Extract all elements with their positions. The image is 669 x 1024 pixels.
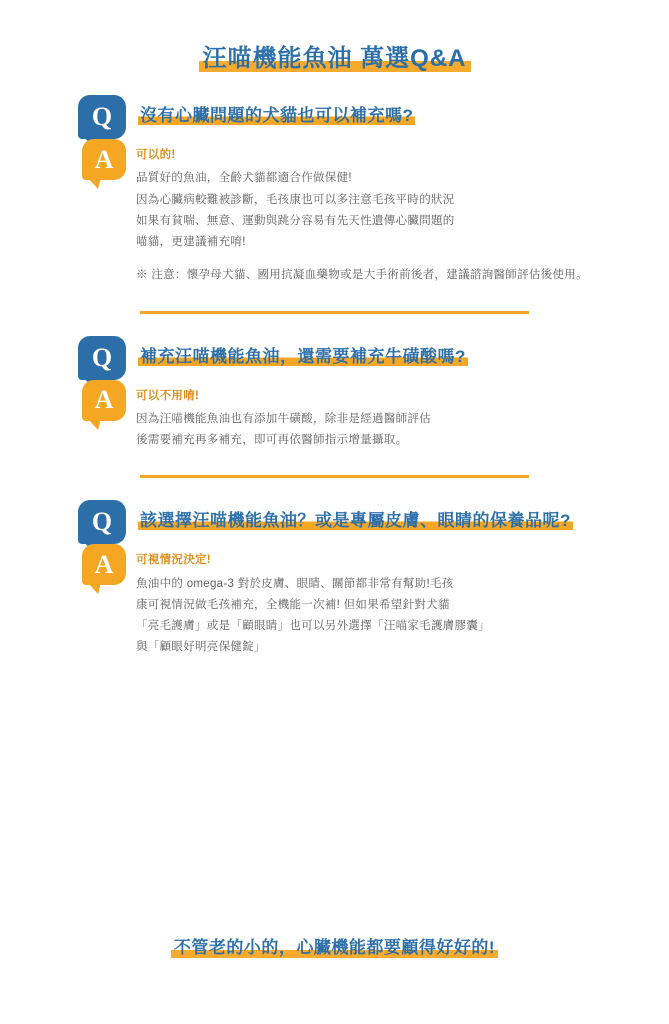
answer-bubble-letter-2: A xyxy=(94,385,114,415)
answer-bubble-letter-3: A xyxy=(94,549,114,579)
question-bubble-letter-2: Q xyxy=(91,342,113,372)
answer-line: 「亮毛護膚」或是「顧眼睛」也可以另外選擇「汪喵家毛護膚膠囊」 xyxy=(136,620,490,633)
answer-line: 品質好的魚油，全齡犬貓都適合作做保健! xyxy=(136,172,352,185)
question-text-3 xyxy=(138,500,573,534)
footer-message xyxy=(0,933,669,958)
answer-note-1: ※ 注意：懷孕母犬貓、國用抗凝血藥物或是大手術前後者，建議諮詢醫師評估後使用。 xyxy=(136,269,588,282)
qa-block-3 xyxy=(60,500,609,658)
answer-row-3 xyxy=(60,544,609,658)
answer-lead-3: 可視情況決定! xyxy=(136,554,211,567)
question-bubble-icon-2 xyxy=(78,336,126,380)
question-row-2 xyxy=(60,336,609,380)
answer-text-2 xyxy=(136,380,431,452)
answer-line: 如果有貧喘、無意、運動與跳分容易有先天性遺傳心臟問題的 xyxy=(136,214,455,227)
answer-lead-2: 可以不用唷! xyxy=(136,389,200,402)
question-row-1 xyxy=(60,95,609,139)
answer-line: 因為心臟病較難被診斷，毛孩康也可以多注意毛孩平時的狀況 xyxy=(136,193,455,206)
question-bubble-icon-1 xyxy=(78,95,126,139)
question-label-1: 沒有心臟問題的犬貓也可以補充嗎? xyxy=(140,106,414,125)
answer-row-2 xyxy=(60,380,609,452)
question-bubble-letter-1: Q xyxy=(91,102,113,131)
answer-text-3 xyxy=(136,544,490,658)
answer-line: 因為汪喵機能魚油也有添加牛磺酸，除非是經過醫師評估 xyxy=(136,412,431,425)
answer-line: 與「顧眼好明亮保健錠」 xyxy=(136,641,266,654)
answer-bubble-icon-3 xyxy=(82,544,126,585)
answer-bubble-letter-1: A xyxy=(94,144,114,174)
question-text-2 xyxy=(138,336,468,370)
question-row-3 xyxy=(60,500,609,544)
question-bubble-letter-3: Q xyxy=(91,507,113,537)
answer-line: 魚油中的 omega-3 對於皮膚、眼睛、關節都非常有幫助!毛孩 xyxy=(136,577,454,590)
qa-block-1 xyxy=(60,95,609,314)
section-divider-2 xyxy=(140,475,529,478)
question-label-3: 該選擇汪喵機能魚油？或是專屬皮膚、眼睛的保養品呢? xyxy=(140,511,571,531)
question-label-2: 補充汪喵機能魚油，還需要補充牛磺酸嗎? xyxy=(140,346,466,366)
answer-lead-1: 可以的! xyxy=(136,149,176,161)
answer-bubble-icon-2 xyxy=(82,380,126,421)
answer-line: 喵貓，更建議補充唷! xyxy=(136,236,246,249)
answer-line: 後需要補充再多補充，即可再依醫師指示增量攝取。 xyxy=(136,434,408,447)
qa-block-2 xyxy=(60,336,609,479)
section-divider-1 xyxy=(140,311,529,314)
answer-text-1 xyxy=(136,139,588,287)
page-title xyxy=(60,0,609,73)
answer-line: 康可視情況做毛孩補充，全機能一次補! 但如果希望針對犬貓 xyxy=(136,598,450,611)
answer-bubble-icon-1 xyxy=(82,139,126,180)
answer-row-1 xyxy=(60,139,609,287)
question-bubble-icon-3 xyxy=(78,500,126,544)
question-text-1 xyxy=(138,95,415,129)
page-title-text: 汪喵機能魚油 萬選Q&A xyxy=(203,38,467,73)
footer-text: 不管老的小的，心臟機能都要顧得好好的! xyxy=(174,933,495,958)
